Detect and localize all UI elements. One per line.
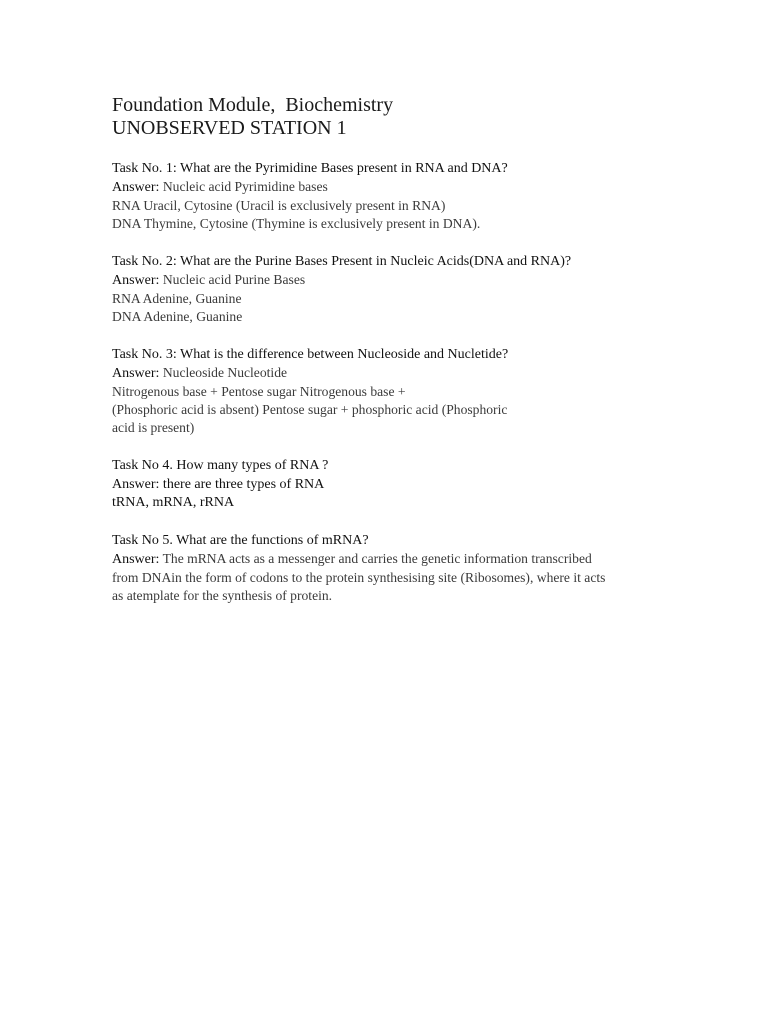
task-2 <box>112 253 668 326</box>
task-5-line-2: as atemplate for the synthesis of protein. <box>112 588 333 603</box>
task-1-answer-text: Nucleic acid Pyrimidine bases <box>159 179 328 194</box>
document-header <box>112 94 668 140</box>
task-5-line-1: from DNAin the form of codons to the protein synthesising site (Ribosomes), where it acts <box>112 570 606 585</box>
task-3-answer <box>112 364 668 383</box>
task-3-line-2: (Phosphoric acid is absent) Pentose sugar + phosphoric acid (Phosphoric <box>112 402 508 417</box>
task-2-answer-label: Answer: <box>112 273 160 288</box>
task-3-line-3: acid is present) <box>112 420 195 435</box>
task-2-answer <box>112 271 668 290</box>
task-1-line-2: DNA Thymine, Cytosine (Thymine is exclusively present in DNA). <box>112 216 481 231</box>
task-4-answer <box>112 475 668 494</box>
task-5 <box>112 532 668 605</box>
task-3-answer-text: Nucleoside Nucleotide <box>159 365 288 380</box>
task-4-question: Task No 4. How many types of RNA ? <box>112 458 329 473</box>
task-2-question: Task No. 2: What are the Purine Bases Present in Nucleic Acids(DNA and RNA)? <box>112 254 572 269</box>
task-5-answer <box>112 550 668 569</box>
task-2-line-1: RNA Adenine, Guanine <box>112 291 242 306</box>
task-1-answer <box>112 178 668 197</box>
task-2-line-2: DNA Adenine, Guanine <box>112 309 243 324</box>
task-1-question: Task No. 1: What are the Pyrimidine Bases present in RNA and DNA? <box>112 161 508 176</box>
document-subtitle: UNOBSERVED STATION 1 <box>112 117 347 139</box>
task-1 <box>112 160 668 233</box>
task-5-answer-text: The mRNA acts as a messenger and carries the genetic information transcribed <box>159 551 592 566</box>
task-3-question: Task No. 3: What is the difference between Nucleoside and Nucletide? <box>112 347 509 362</box>
task-1-line-1: RNA Uracil, Cytosine (Uracil is exclusively present in RNA) <box>112 198 446 213</box>
task-3 <box>112 346 668 437</box>
task-4-line-1: tRNA, mRNA, rRNA <box>112 495 235 510</box>
task-4 <box>112 457 668 512</box>
task-1-answer-label: Answer: <box>112 180 160 195</box>
document-title: Foundation Module, Biochemistry <box>112 94 394 116</box>
task-4-answer-label: Answer: there are three types of RNA <box>112 477 325 492</box>
task-5-question: Task No 5. What are the functions of mRNA? <box>112 533 369 548</box>
task-3-line-1: Nitrogenous base + Pentose sugar Nitrogenous base + <box>112 384 406 399</box>
task-2-answer-text: Nucleic acid Purine Bases <box>159 272 306 287</box>
task-3-answer-label: Answer: <box>112 366 160 381</box>
task-5-answer-label: Answer: <box>112 552 160 567</box>
